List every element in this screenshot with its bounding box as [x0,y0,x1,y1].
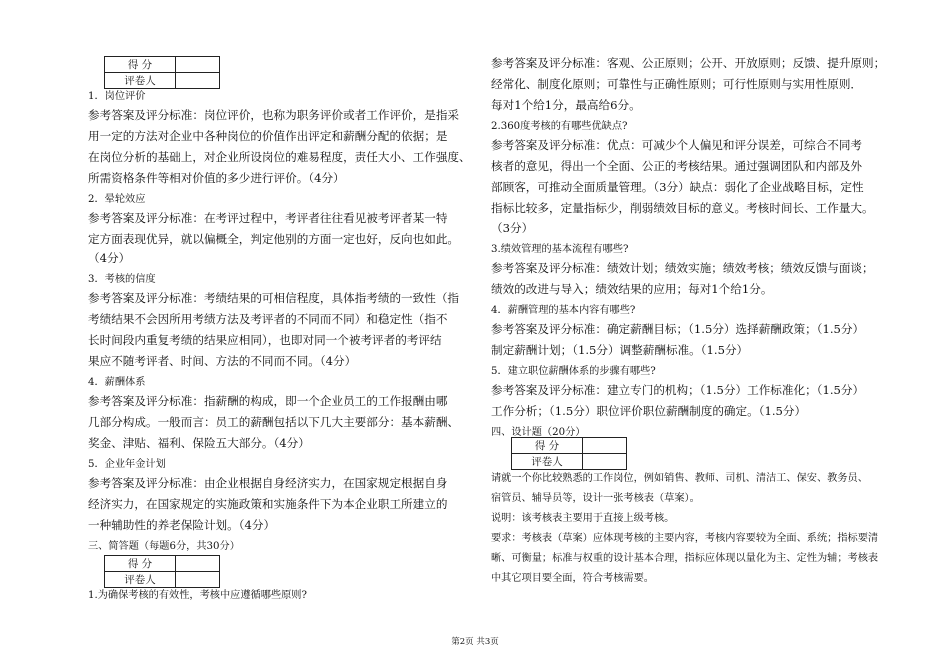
heading-2: 2．晕轮效应 [88,194,146,205]
text-line: 宿管员、辅导员等，设计一张考核表（草案）。 [491,493,700,504]
text-line: 所需资格条件等相对价值的多少进行评价。（4分） [88,171,345,185]
text-line: 用一定的方法对企业中各种岗位的价值作出评定和薪酬分配的依据；是 [88,129,448,143]
text-line: 参考答案及评分标准：建立专门的机构；（1.5分）工作标准化；（1.5分） [491,383,865,397]
grader-label: 评卷人 [105,73,176,89]
text-line: 定方面表现优异，就以偏概全，判定他别的方面一定也好，反向也如此。 [88,232,460,246]
grader-label: 评卷人 [512,454,583,470]
text-line: 几部分构成。一般而言：员工的薪酬包括以下几大主要部分：基本薪酬、 [88,415,460,429]
text-line: 参考答案及评分标准：绩效计划；绩效实施；绩效考核；绩效反馈与面谈； [491,261,874,275]
text-line: 奖金、津贴、福利、保险五大部分。（4分） [88,436,310,450]
text-line: 要求：考核表（草案）应体现考核的主要内容，考核内容要较为全面、系统；指标要清 [491,533,879,544]
text-line: 指标比较多，定量指标少，削弱绩效目标的意义。考核时间长、工作量大。 [491,201,874,215]
text-line: 在岗位分析的基础上，对企业所设岗位的难易程度，责任大小、工作强度、 [88,150,471,164]
text-line: 经济实力，在国家规定的实施政策和实施条件下为本企业职工所建立的 [88,497,448,511]
score-box-section-3 [104,555,220,588]
text-line: 参考答案及评分标准：由企业根据自身经济实力，在国家规定根据自身 [88,476,448,490]
heading-1: 1．岗位评价 [88,91,146,102]
question-3: 3.绩效管理的基本流程有哪些? [491,244,629,255]
grader-cell [583,454,627,470]
text-line: 参考答案及评分标准：岗位评价，也称为职务评价或者工作评价，是指采 [88,108,460,122]
grader-label: 评卷人 [105,572,176,588]
text-line: 参考答案及评分标准：优点：可减少个人偏见和评分误差，可综合不同考 [491,138,863,152]
text-line: 绩效的改进与导入；绩效结果的应用；每对1个给1分。 [491,282,773,296]
text-line: 说明：该考核表主要用于直接上级考核。 [491,513,675,524]
grader-cell [176,73,220,89]
score-cell [176,556,220,572]
score-label: 得 分 [105,556,176,572]
text-line: 制定薪酬计划；（1.5分）调整薪酬标准。（1.5分） [491,343,749,357]
text-line: 晰、可衡量；标准与权重的设计基本合理，指标应体现以量化为主、定性为辅；考核表 [491,553,879,564]
text-line: 每对1个给1分，最高给6分。 [491,98,641,112]
question-1: 1.为确保考核的有效性，考核中应遵循哪些原则? [88,590,307,601]
text-line: 工作分析；（1.5分）职位评价职位薪酬制度的确定。（1.5分） [491,404,807,418]
heading-5: 5．企业年金计划 [88,459,166,470]
text-line: 中其它项目要全面，符合考核需要。 [491,573,654,584]
text-line: 考绩结果不会因所用考绩方法及考评者的不同而不同）和稳定性（指不 [88,312,448,326]
section-title-short-answer: 三、简答题（每题6分，共30分） [88,541,240,552]
heading-3: 3．考核的信度 [88,274,156,285]
score-cell [583,438,627,454]
score-box [104,56,220,89]
text-line: 参考答案及评分标准：指薪酬的构成，即一个企业员工的工作报酬由哪 [88,394,448,408]
page-footer: 第2页 共3页 [451,637,499,647]
text-line: 参考答案及评分标准：客观、公正原则；公开、开放原则；反馈、提升原则； [491,56,886,70]
heading-4: 4．薪酬体系 [88,377,146,388]
text-line: 果应不随考评者、时间、方法的不同而不同。（4分） [88,354,357,368]
question-5: 5．建立职位薪酬体系的步骤有哪些? [491,366,656,377]
question-2: 2.360度考核的有哪些优缺点? [491,121,628,132]
score-label: 得 分 [105,57,176,73]
text-line: 部顾客，可推动全面质量管理。（3分）缺点：弱化了企业战略目标，定性 [491,180,864,194]
text-line: （3分） [491,221,534,235]
score-cell [176,57,220,73]
text-line: 长时间段内重复考绩的结果应相同），也即对同一个被考评者的考评结 [88,333,442,347]
score-label: 得 分 [512,438,583,454]
score-box-section-4 [511,437,627,470]
text-line: 经常化、制度化原则；可靠性与正确性原则；可行性原则与实用性原则． [491,77,863,91]
text-line: 一种辅助性的养老保险计划。（4分） [88,518,276,532]
text-line: 核者的意见，得出一个全面、公正的考核结果。通过强调团队和内部及外 [491,159,863,173]
text-line: 参考答案及评分标准：考绩结果的可相信程度，具体指考绩的一致性（指 [88,291,460,305]
text-line: 参考答案及评分标准：在考评过程中，考评者往往看见被考评者某一特 [88,211,448,225]
text-line: 请就一个你比较熟悉的工作岗位，例如销售、教师、司机、清洁工、保安、教务员、 [491,473,868,484]
text-line: 参考答案及评分标准：确定薪酬目标；（1.5分）选择薪酬政策；（1.5分） [491,322,865,336]
question-4: 4．薪酬管理的基本内容有哪些? [491,305,636,316]
section-title-design: 四、设计题（20分） [491,427,586,438]
text-line: （4分） [88,251,131,265]
